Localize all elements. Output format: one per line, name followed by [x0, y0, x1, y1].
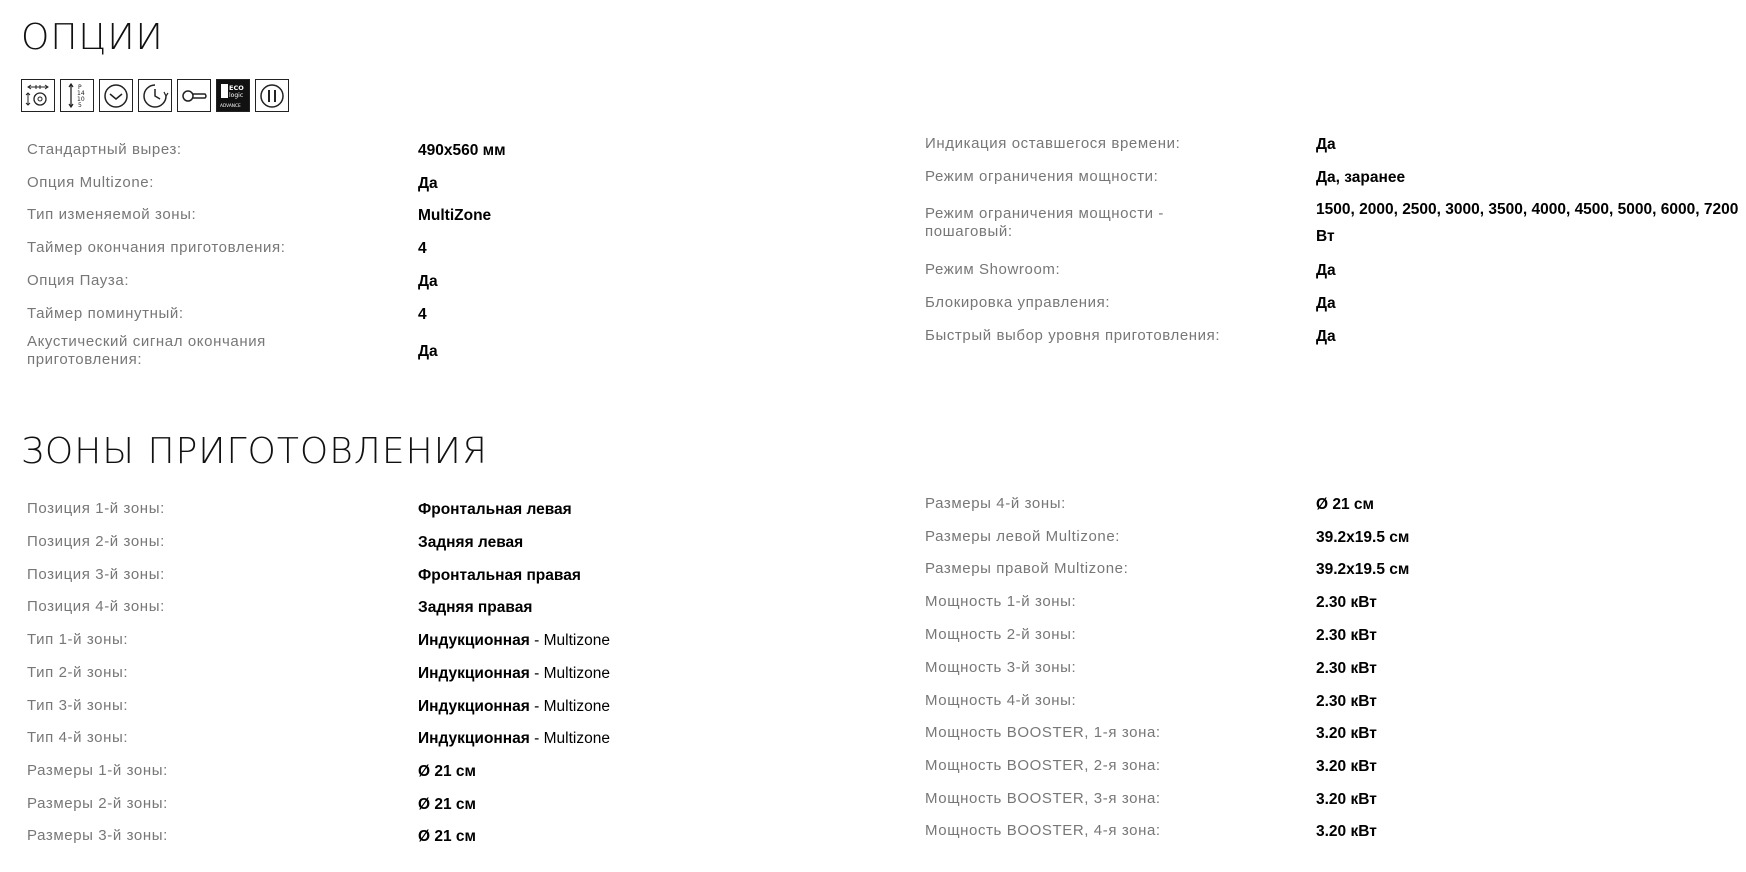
- spec-label: Тип 1-й зоны:: [27, 631, 129, 648]
- spec-label: Позиция 1-й зоны:: [27, 500, 165, 517]
- spec-value: 4: [418, 240, 427, 257]
- spec-label: Мощность BOOSTER, 1-я зона:: [925, 724, 1161, 741]
- spec-label: Тип 3-й зоны:: [27, 697, 129, 714]
- value-main: Индукционная: [418, 632, 530, 649]
- zones-title: ЗОНЫ ПРИГОТОВЛЕНИЯ: [21, 431, 488, 472]
- value-main: Индукционная: [418, 730, 530, 747]
- spec-label: Позиция 3-й зоны:: [27, 566, 165, 583]
- value-main: Задняя правая: [418, 599, 533, 616]
- spec-value: 2.30 кВт: [1316, 660, 1377, 677]
- value-main: Ø 21 см: [418, 763, 476, 780]
- value-main: Фронтальная правая: [418, 567, 581, 584]
- spec-value: [418, 594, 958, 621]
- spec-label: Позиция 4-й зоны:: [27, 598, 165, 615]
- value-extra: - Multizone: [529, 665, 610, 682]
- spec-label: Опция Пауза:: [27, 272, 130, 289]
- spec-label: Мощность 4-й зоны:: [925, 692, 1077, 709]
- minute-timer-icon: [138, 79, 172, 112]
- spec-value: 3.20 кВт: [1316, 791, 1377, 808]
- spec-label: Акустический сигнал окончания приготовления:: [27, 333, 266, 368]
- spec-value: 1500, 2000, 2500, 3000, 3500, 4000, 4500, 5000, 6000, 7200 Вт: [1316, 201, 1739, 245]
- power-icon-p: P: [78, 84, 82, 91]
- spec-value: 3.20 кВт: [1316, 823, 1377, 840]
- timer-end-icon: [99, 79, 133, 112]
- spec-value: 2.30 кВт: [1316, 693, 1377, 710]
- value-extra: - Multizone: [529, 632, 610, 649]
- power-icon-n2: 10: [77, 96, 85, 103]
- spec-value: Да: [1316, 295, 1336, 312]
- spec-value: [418, 823, 958, 850]
- power-levels-icon: [60, 79, 94, 112]
- spec-label: Режим Showroom:: [925, 261, 1061, 278]
- spec-value: Ø 21 см: [1316, 496, 1374, 513]
- spec-value: Да, заранее: [1316, 169, 1406, 186]
- spec-label: Режим ограничения мощности:: [925, 168, 1159, 185]
- spec-value: MultiZone: [418, 207, 492, 224]
- options-title: ОПЦИИ: [21, 17, 164, 58]
- multizone-size-icon: [21, 79, 55, 112]
- lock-key-icon: [177, 79, 211, 112]
- spec-value: [418, 562, 958, 589]
- value-main: Задняя левая: [418, 534, 524, 551]
- spec-label: Мощность BOOSTER, 4-я зона:: [925, 822, 1161, 839]
- spec-label: Размеры 2-й зоны:: [27, 795, 168, 812]
- spec-label: Блокировка управления:: [925, 294, 1111, 311]
- advance-text: ADVANCE: [220, 104, 241, 109]
- spec-value: 39.2x19.5 см: [1316, 561, 1410, 578]
- spec-value: [418, 660, 958, 687]
- spec-label: Таймер поминутный:: [27, 305, 184, 322]
- spec-label: Тип 2-й зоны:: [27, 664, 129, 681]
- power-icon-n1: 14: [77, 90, 85, 97]
- spec-value: Да: [418, 175, 438, 192]
- spec-value: 3.20 кВт: [1316, 725, 1377, 742]
- spec-label: Мощность 2-й зоны:: [925, 626, 1077, 643]
- value-extra: - Multizone: [529, 698, 610, 715]
- value-main: Индукционная: [418, 698, 530, 715]
- spec-value: [418, 496, 958, 523]
- spec-value: [418, 791, 958, 818]
- spec-value: Да: [418, 343, 438, 360]
- spec-label: Тип 4-й зоны:: [27, 729, 129, 746]
- feature-icons-bar: [21, 79, 289, 112]
- spec-value: 39.2x19.5 см: [1316, 529, 1410, 546]
- value-main: Ø 21 см: [418, 828, 476, 845]
- spec-value: 2.30 кВт: [1316, 594, 1377, 611]
- spec-value: Да: [1316, 136, 1336, 153]
- spec-value: 2.30 кВт: [1316, 627, 1377, 644]
- spec-label: Тип изменяемой зоны:: [27, 206, 197, 223]
- spec-label: Мощность 1-й зоны:: [925, 593, 1077, 610]
- value-main: Индукционная: [418, 665, 530, 682]
- spec-label: Позиция 2-й зоны:: [27, 533, 165, 550]
- spec-value: [418, 693, 958, 720]
- spec-value: [418, 725, 958, 752]
- value-main: Фронтальная левая: [418, 501, 572, 518]
- spec-value: Да: [418, 273, 438, 290]
- spec-label: Размеры 1-й зоны:: [27, 762, 168, 779]
- spec-value: 3.20 кВт: [1316, 758, 1377, 775]
- value-main: Ø 21 см: [418, 796, 476, 813]
- spec-label: Мощность BOOSTER, 3-я зона:: [925, 790, 1161, 807]
- spec-value: [418, 529, 958, 556]
- spec-label: Размеры 3-й зоны:: [27, 827, 168, 844]
- power-icon-n3: 5: [78, 102, 82, 109]
- logic-text: logic: [229, 92, 244, 99]
- spec-value: [418, 758, 958, 785]
- spec-value: Да: [1316, 262, 1336, 279]
- spec-label: Мощность 3-й зоны:: [925, 659, 1077, 676]
- spec-label: Опция Multizone:: [27, 174, 155, 191]
- spec-label: Режим ограничения мощности - пошаговый:: [925, 205, 1165, 240]
- spec-label: Таймер окончания приготовления:: [27, 239, 286, 256]
- spec-label: Размеры 4-й зоны:: [925, 495, 1066, 512]
- spec-value: 4: [418, 306, 427, 323]
- spec-value: [418, 627, 958, 654]
- eco-logic-advance-icon: [216, 79, 250, 112]
- spec-label: Мощность BOOSTER, 2-я зона:: [925, 757, 1161, 774]
- value-extra: - Multizone: [529, 730, 610, 747]
- spec-value: Да: [1316, 328, 1336, 345]
- spec-value: 490x560 мм: [418, 142, 506, 159]
- spec-label: Быстрый выбор уровня приготовления:: [925, 327, 1221, 344]
- pause-icon: [255, 79, 289, 112]
- eco-text: ECO: [229, 84, 244, 92]
- spec-label: Размеры правой Multizone:: [925, 560, 1129, 577]
- spec-label: Стандартный вырез:: [27, 141, 182, 158]
- spec-label: Индикация оставшегося времени:: [925, 135, 1181, 152]
- spec-label: Размеры левой Multizone:: [925, 528, 1121, 545]
